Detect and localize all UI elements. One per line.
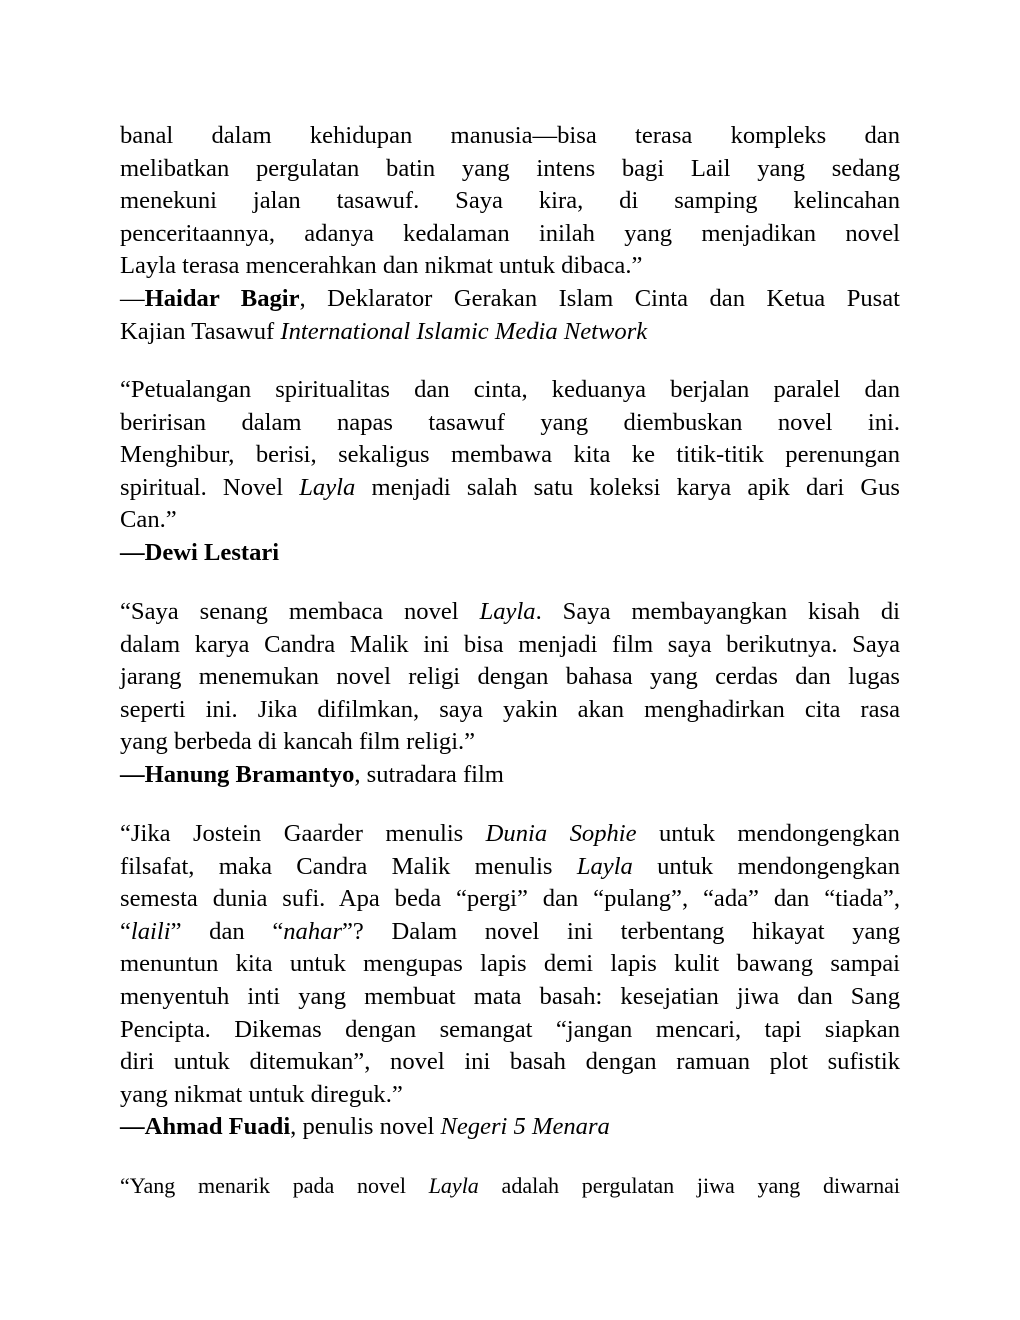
quote-line: diri untuk ditemukan”, novel ini basah dengan ramuan plot sufistik xyxy=(120,1048,900,1076)
quote-line: Layla terasa mencerahkan dan nikmat untuk dibaca.” xyxy=(120,252,643,280)
book-title: Layla xyxy=(299,473,356,501)
quote-line xyxy=(120,1172,900,1200)
quote-line: Can.” xyxy=(120,506,177,534)
quote-line xyxy=(120,818,900,851)
quote-line: melibatkan pergulatan batin yang intens bagi Lail yang sedang xyxy=(120,154,900,182)
organization-name: International Islamic Media Network xyxy=(280,317,648,345)
quote-line: banal dalam kehidupan manusia—bisa terasa kompleks dan xyxy=(120,122,900,149)
quote-haidar-bagir xyxy=(120,120,900,348)
author-name: Hanung Bramantyo xyxy=(144,760,355,788)
text: ” dan “ xyxy=(170,917,284,945)
quote-next-partial xyxy=(120,1172,900,1200)
author-role: Kajian Tasawuf xyxy=(120,317,281,345)
text: menjadi salah satu koleksi karya apik dari Gus xyxy=(355,473,900,501)
quote-line: menuntun kita untuk mengupas lapis demi lapis kulit bawang sampai xyxy=(120,950,900,978)
attribution-dewi xyxy=(120,537,900,570)
quote-dewi-lestari xyxy=(120,374,900,570)
book-title: Layla xyxy=(479,598,536,625)
text: adalah pergulatan jiwa yang diwarnai xyxy=(478,1173,900,1198)
quote-line xyxy=(120,916,900,949)
quote-line: yang nikmat untuk direguk.” xyxy=(120,1080,403,1108)
attribution-haidar-cont xyxy=(120,316,900,349)
attribution-ahmad xyxy=(120,1111,900,1144)
em-dash: — xyxy=(120,1113,145,1141)
text: . Saya membayangkan kisah di xyxy=(535,598,900,625)
quote-line: yang berbeda di kancah film religi.” xyxy=(120,728,476,756)
quote-line xyxy=(120,851,900,884)
author-name: Dewi Lestari xyxy=(144,538,280,566)
attribution-haidar xyxy=(120,283,900,316)
quote-line: “Petualangan spiritualitas dan cinta, keduanya berjalan paralel dan xyxy=(120,376,900,403)
text: spiritual. Novel xyxy=(120,473,300,501)
quote-line xyxy=(120,596,900,629)
quote-line: Pencipta. Dikemas dengan semangat “jangan mencari, tapi siapkan xyxy=(120,1015,900,1043)
text: untuk mendongengkan xyxy=(636,820,900,847)
quote-line: semesta dunia sufi. Apa beda “pergi” dan “pulang”, “ada” dan “tiada”, xyxy=(120,885,900,913)
italic-term: laili xyxy=(130,917,171,945)
text: “Yang menarik pada novel xyxy=(120,1173,429,1198)
quote-line: penceritaannya, adanya kedalaman inilah yang menjadikan novel xyxy=(120,219,900,247)
book-title: Negeri 5 Menara xyxy=(440,1113,610,1141)
author-role: , penulis novel xyxy=(290,1113,441,1141)
em-dash: — xyxy=(120,284,145,312)
quote-line: menekuni jalan tasawuf. Saya kira, di samping kelincahan xyxy=(120,187,900,215)
author-name: Ahmad Fuadi xyxy=(144,1113,291,1141)
quote-hanung-bramantyo xyxy=(120,596,900,792)
text: “Saya senang membaca novel xyxy=(120,598,480,625)
book-title: Layla xyxy=(428,1173,479,1198)
text: ”? Dalam novel ini terbentang hikayat yang xyxy=(342,917,900,945)
author-name: Haidar Bagir xyxy=(144,284,300,312)
author-role: , sutradara film xyxy=(354,760,504,788)
attribution-hanung xyxy=(120,759,900,792)
italic-term: nahar xyxy=(283,917,343,945)
em-dash: — xyxy=(120,538,145,566)
quote-line: dalam karya Candra Malik ini bisa menjadi film saya berikutnya. Saya xyxy=(120,630,900,658)
author-role: , Deklarator Gerakan Islam Cinta dan Ketua Pusat xyxy=(299,284,901,312)
text: “Jika Jostein Gaarder menulis xyxy=(120,820,486,847)
quote-line: jarang menemukan novel religi dengan bahasa yang cerdas dan lugas xyxy=(120,663,900,691)
quote-ahmad-fuadi xyxy=(120,818,900,1144)
quote-line: menyentuh inti yang membuat mata basah: kesejatian jiwa dan Sang xyxy=(120,982,900,1010)
book-title: Dunia Sophie xyxy=(485,820,637,847)
text: “ xyxy=(120,917,131,945)
text: untuk mendongengkan xyxy=(632,852,901,880)
quote-line: beririsan dalam napas tasawuf yang diembuskan novel ini. xyxy=(120,408,900,436)
quote-line xyxy=(120,472,900,505)
quote-line: Menghibur, berisi, sekaligus membawa kita ke titik-titik perenungan xyxy=(120,441,900,469)
quote-line: seperti ini. Jika difilmkan, saya yakin akan menghadirkan cita rasa xyxy=(120,695,900,723)
em-dash: — xyxy=(120,760,145,788)
book-title: Layla xyxy=(576,852,633,880)
text: filsafat, maka Candra Malik menulis xyxy=(120,852,577,880)
